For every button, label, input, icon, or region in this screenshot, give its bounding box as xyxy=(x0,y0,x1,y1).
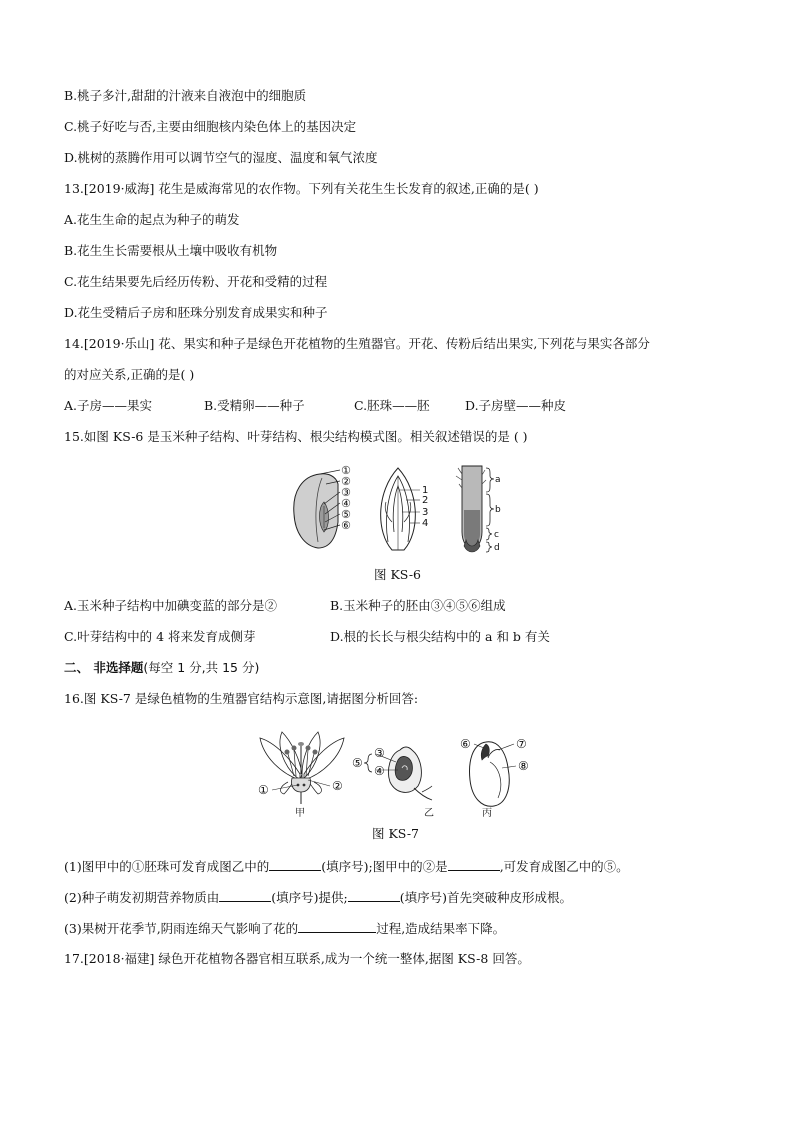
q14-option-d: D.子房壁——种皮 xyxy=(465,398,567,413)
q16-s3-part-a: (3)果树开花季节,阴雨连绵天气影响了花的 xyxy=(64,921,299,936)
q16-s1-part-c: ,可发育成图乙中的⑤。 xyxy=(499,859,629,874)
q16-stem: 16.图 KS-7 是绿色植物的生殖器官结构示意图,请据图分析回答: xyxy=(64,691,419,706)
q13-option-b: B.花生生长需要根从土壤中吸收有机物 xyxy=(64,243,278,258)
leaf-bud-diagram xyxy=(381,468,429,550)
answer-blank-1[interactable] xyxy=(269,858,321,871)
bud-label-3: 3 xyxy=(422,507,429,518)
answer-blank-2[interactable] xyxy=(448,858,500,871)
root-label-c: c xyxy=(494,530,499,540)
answer-blank-4[interactable] xyxy=(348,889,400,902)
figure-ks7 xyxy=(250,728,550,820)
bean-label-8: ⑧ xyxy=(518,759,529,773)
q16-s2-part-a: (2)种子萌发初期营养物质由 xyxy=(64,890,220,905)
bean-label-7: ⑦ xyxy=(516,737,527,751)
seed-label-6: ⑥ xyxy=(341,519,351,532)
answer-blank-5[interactable] xyxy=(298,920,376,933)
seed-label-1: ① xyxy=(341,464,351,477)
q12-option-b: B.桃子多汁,甜甜的汁液来自液泡中的细胞质 xyxy=(64,88,307,103)
root-label-d: d xyxy=(494,543,500,553)
bud-label-1: 1 xyxy=(422,485,429,496)
flower-label-1: ① xyxy=(258,783,269,797)
flower-label-2: ② xyxy=(332,779,343,793)
corn-seed-diagram xyxy=(294,464,351,548)
section-2-note: (每空 1 分,共 15 分) xyxy=(143,660,260,675)
q16-s1-part-b: (填序号);图甲中的②是 xyxy=(321,859,448,874)
q12-option-c: C.桃子好吃与否,主要由细胞核内染色体上的基因决定 xyxy=(64,119,357,134)
q14-option-c: C.胚珠——胚 xyxy=(354,398,430,413)
q16-subquestion-1 xyxy=(64,858,629,875)
figure-ks7-caption: 图 KS-7 xyxy=(372,826,420,841)
panel-label-bing: 丙 xyxy=(482,808,492,819)
fruit-label-3: ③ xyxy=(374,746,385,760)
q14-stem-line2: 的对应关系,正确的是( ) xyxy=(64,367,195,382)
fruit-label-4: ④ xyxy=(374,764,385,778)
seed-label-3: ③ xyxy=(341,486,351,499)
fruit-label-5: ⑤ xyxy=(352,756,363,770)
panel-label-jia: 甲 xyxy=(295,808,305,819)
fruit-diagram xyxy=(352,746,434,819)
q16-s3-part-b: 过程,造成结果率下降。 xyxy=(376,921,506,936)
answer-blank-3[interactable] xyxy=(219,889,271,902)
seed-label-5: ⑤ xyxy=(341,508,351,521)
q16-s2-part-b: (填序号)提供; xyxy=(271,890,348,905)
q13-option-c: C.花生结果要先后经历传粉、开花和受精的过程 xyxy=(64,274,328,289)
root-label-a: a xyxy=(495,475,501,485)
q13-option-a: A.花生生命的起点为种子的萌发 xyxy=(64,212,240,227)
figure-ks6 xyxy=(280,462,520,557)
flower-diagram xyxy=(258,732,344,819)
q14-stem-line1: 14.[2019·乐山] 花、果实和种子是绿色开花植物的生殖器官。开花、传粉后结出果实,下列花与果实各部分 xyxy=(64,336,650,351)
figure-ks6-caption: 图 KS-6 xyxy=(374,567,422,582)
section-2-title: 二、 非选择题 xyxy=(64,660,144,675)
q15-option-b: B.玉米种子的胚由③④⑤⑥组成 xyxy=(330,598,506,613)
q16-subquestion-3 xyxy=(64,920,505,937)
q12-option-d: D.桃树的蒸腾作用可以调节空气的湿度、温度和氧气浓度 xyxy=(64,150,378,165)
q16-s1-part-a: (1)图甲中的①胚珠可发育成图乙中的 xyxy=(64,859,270,874)
bud-label-4: 4 xyxy=(422,518,429,529)
q14-option-a: A.子房——果实 xyxy=(64,398,153,413)
q16-s2-part-c: (填序号)首先突破种皮形成根。 xyxy=(399,890,572,905)
bean-label-6: ⑥ xyxy=(460,737,471,751)
q14-option-b: B.受精卵——种子 xyxy=(204,398,305,413)
q15-option-d: D.根的长长与根尖结构中的 a 和 b 有关 xyxy=(330,629,550,644)
q15-option-a: A.玉米种子结构中加碘变蓝的部分是② xyxy=(64,598,278,613)
q13-stem: 13.[2019·威海] 花生是威海常见的农作物。下列有关花生生长发育的叙述,正确的是( ) xyxy=(64,181,539,196)
bean-seed-diagram xyxy=(460,737,529,819)
q15-option-c: C.叶芽结构中的 4 将来发育成侧芽 xyxy=(64,629,256,644)
root-tip-diagram xyxy=(456,466,501,553)
q13-option-d: D.花生受精后子房和胚珠分别发育成果实和种子 xyxy=(64,305,328,320)
seed-label-4: ④ xyxy=(341,497,351,510)
root-label-b: b xyxy=(495,505,501,515)
q17-stem: 17.[2018·福建] 绿色开花植物各器官相互联系,成为一个统一整体,据图 KS-8 回答。 xyxy=(64,951,530,966)
seed-label-2: ② xyxy=(341,475,351,488)
section-2-heading xyxy=(64,660,259,676)
panel-label-yi: 乙 xyxy=(424,808,434,819)
q16-subquestion-2 xyxy=(64,889,572,906)
q15-stem: 15.如图 KS-6 是玉米种子结构、叶芽结构、根尖结构模式图。相关叙述错误的是 ( ) xyxy=(64,429,528,444)
bud-label-2: 2 xyxy=(422,495,429,506)
